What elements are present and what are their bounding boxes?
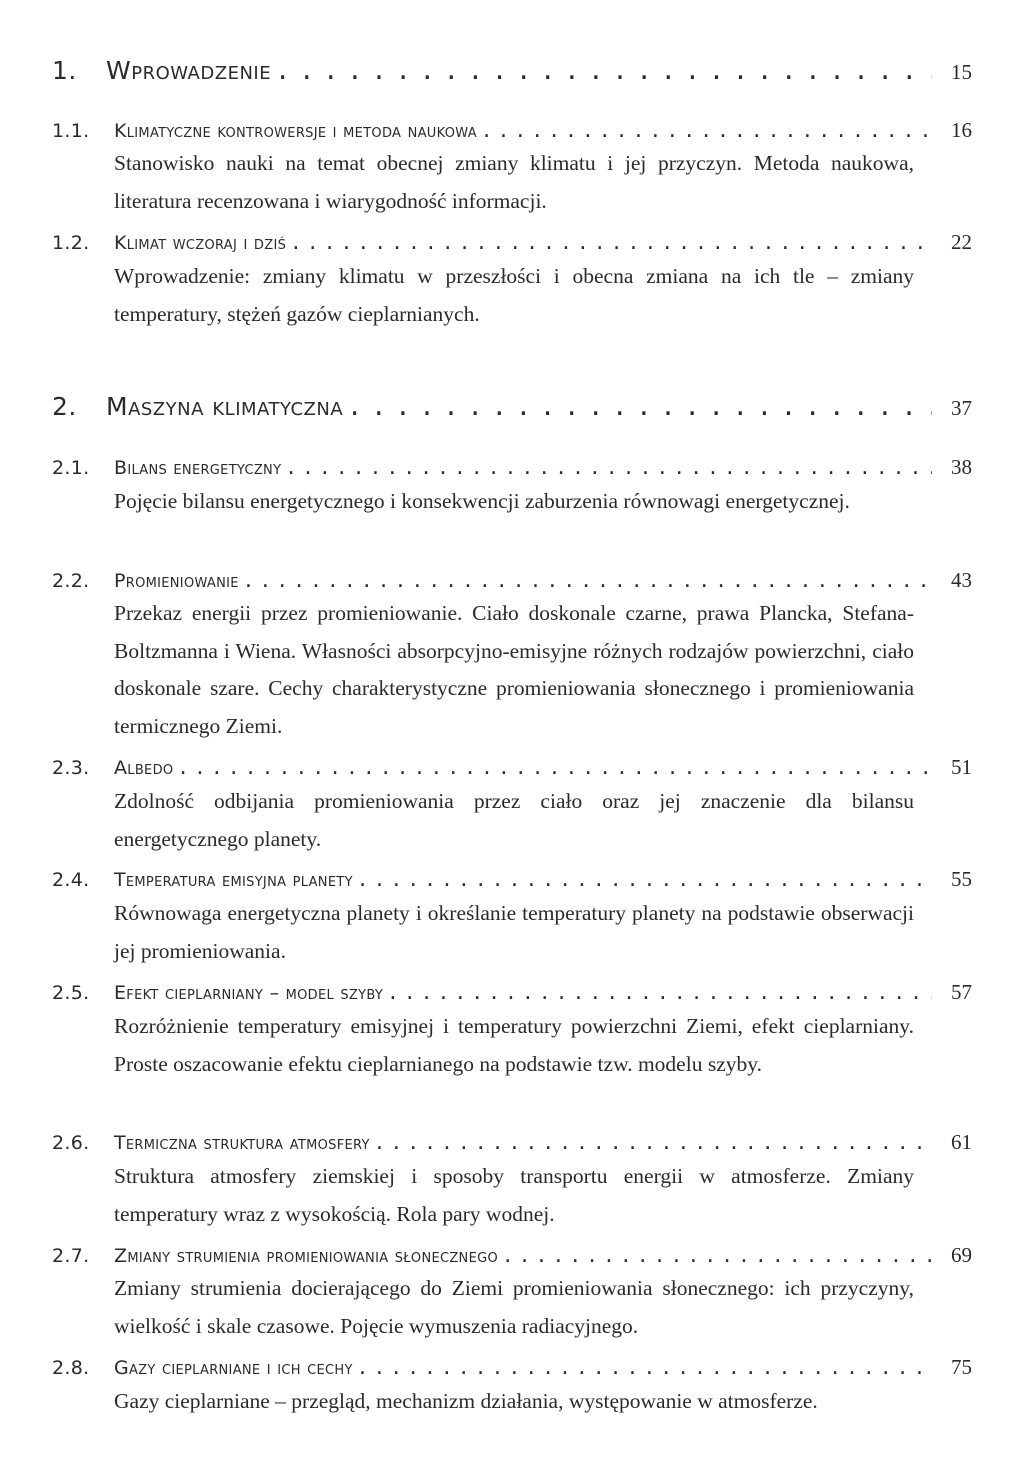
section-title: Promieniowanie [114, 570, 239, 592]
section-number: 2.8. [52, 1357, 90, 1379]
chapter-number: 2. [52, 392, 77, 421]
section-title: Termiczna struktura atmosfery [114, 1132, 370, 1154]
toc-section-1-1[interactable] [52, 118, 972, 143]
section-number: 2.4. [52, 869, 90, 891]
section-description: Rozróżnienie temperatury emisyjnej i temperatury powierzchni Ziemi, efekt cieplarniany. Proste oszacowanie efektu cieplarnianego na podstawie tzw. modelu szyby. [114, 1014, 914, 1076]
dot-leader [387, 982, 932, 1004]
section-title: Temperatura emisyjna planety [114, 869, 353, 891]
dot-leader [374, 1132, 932, 1154]
section-page-number: 57 [951, 980, 972, 1004]
section-page-number: 22 [951, 230, 972, 254]
section-description: Przekaz energii przez promieniowanie. Ciało doskonale czarne, prawa Plancka, Stefana-Boltzmanna i Wiena. Własności absorpcyjno-emisyjne różnych rodzajów powierzchni, ciało doskonale szare. Cechy charakterystyczne promieniowania słonecznego i promieniowania termicznego Ziemi. [114, 601, 914, 738]
section-page-number: 61 [951, 1130, 972, 1154]
section-page-number: 55 [951, 867, 972, 891]
dot-leader [347, 392, 932, 421]
chapter-title: Maszyna klimatyczna [106, 392, 344, 421]
chapter-title: Wprowadzenie [106, 56, 272, 85]
section-description: Zdolność odbijania promieniowania przez ciało oraz jej znaczenie dla bilansu energetycznego planety. [114, 789, 914, 851]
section-number: 2.7. [52, 1245, 90, 1267]
chapter-page-number: 15 [951, 60, 972, 84]
toc-section-2-4[interactable] [52, 867, 972, 892]
section-number: 2.6. [52, 1132, 90, 1154]
toc-section-1-2[interactable] [52, 230, 972, 255]
section-title: Zmiany strumienia promieniowania słonecznego [114, 1245, 499, 1267]
dot-leader [357, 869, 932, 891]
dot-leader [290, 232, 932, 254]
chapter-number: 1. [52, 56, 77, 85]
section-description: Stanowisko nauki na temat obecnej zmiany klimatu i jej przyczyn. Metoda naukowa, literatura recenzowana i wiarygodność informacji. [114, 151, 914, 213]
toc-section-2-1[interactable] [52, 455, 972, 480]
section-title: Klimatyczne kontrowersje i metoda naukowa [114, 120, 477, 142]
section-title: Albedo [114, 757, 174, 779]
section-description: Zmiany strumienia docierającego do Ziemi promieniowania słonecznego: ich przyczyny, wielkość i skale czasowe. Pojęcie wymuszenia radiacyjnego. [114, 1276, 914, 1338]
section-page-number: 69 [951, 1243, 972, 1267]
toc-section-2-8[interactable] [52, 1355, 972, 1380]
section-description: Pojęcie bilansu energetycznego i konsekwencji zaburzenia równowagi energetycznej. [114, 489, 850, 513]
section-description: Struktura atmosfery ziemskiej i sposoby transportu energii w atmosferze. Zmiany temperatury wraz z wysokością. Rola pary wodnej. [114, 1164, 914, 1226]
dot-leader [275, 56, 932, 85]
section-page-number: 51 [951, 755, 972, 779]
section-description: Gazy cieplarniane – przegląd, mechanizm działania, występowanie w atmosferze. [114, 1389, 818, 1413]
section-number: 2.2. [52, 570, 90, 592]
section-page-number: 75 [951, 1355, 972, 1379]
section-number: 2.3. [52, 757, 90, 779]
toc-section-2-2[interactable] [52, 568, 972, 593]
dot-leader [357, 1357, 932, 1379]
section-page-number: 16 [951, 118, 972, 142]
section-number: 2.1. [52, 457, 90, 479]
section-number: 1.1. [52, 120, 90, 142]
section-page-number: 38 [951, 455, 972, 479]
section-description: Równowaga energetyczna planety i określanie temperatury planety na podstawie obserwacji jej promieniowania. [114, 901, 914, 963]
section-description: Wprowadzenie: zmiany klimatu w przeszłości i obecna zmiana na ich tle – zmiany temperatury, stężeń gazów cieplarnianych. [114, 264, 914, 326]
dot-leader [243, 570, 932, 592]
dot-leader [177, 757, 932, 779]
toc-chapter-1[interactable] [52, 56, 972, 90]
section-title: Bilans energetyczny [114, 457, 282, 479]
section-number: 1.2. [52, 232, 90, 254]
dot-leader [285, 457, 932, 479]
section-number: 2.5. [52, 982, 90, 1004]
chapter-page-number: 37 [951, 396, 972, 420]
toc-section-2-5[interactable] [52, 980, 972, 1005]
toc-section-2-7[interactable] [52, 1243, 972, 1268]
dot-leader [481, 120, 932, 142]
dot-leader [502, 1245, 932, 1267]
section-title: Klimat wczoraj i dziś [114, 232, 287, 254]
toc-chapter-2[interactable] [52, 392, 972, 426]
section-title: Gazy cieplarniane i ich cechy [114, 1357, 353, 1379]
toc-section-2-3[interactable] [52, 755, 972, 780]
section-title: Efekt cieplarniany – model szyby [114, 982, 384, 1004]
toc-section-2-6[interactable] [52, 1130, 972, 1155]
section-page-number: 43 [951, 568, 972, 592]
